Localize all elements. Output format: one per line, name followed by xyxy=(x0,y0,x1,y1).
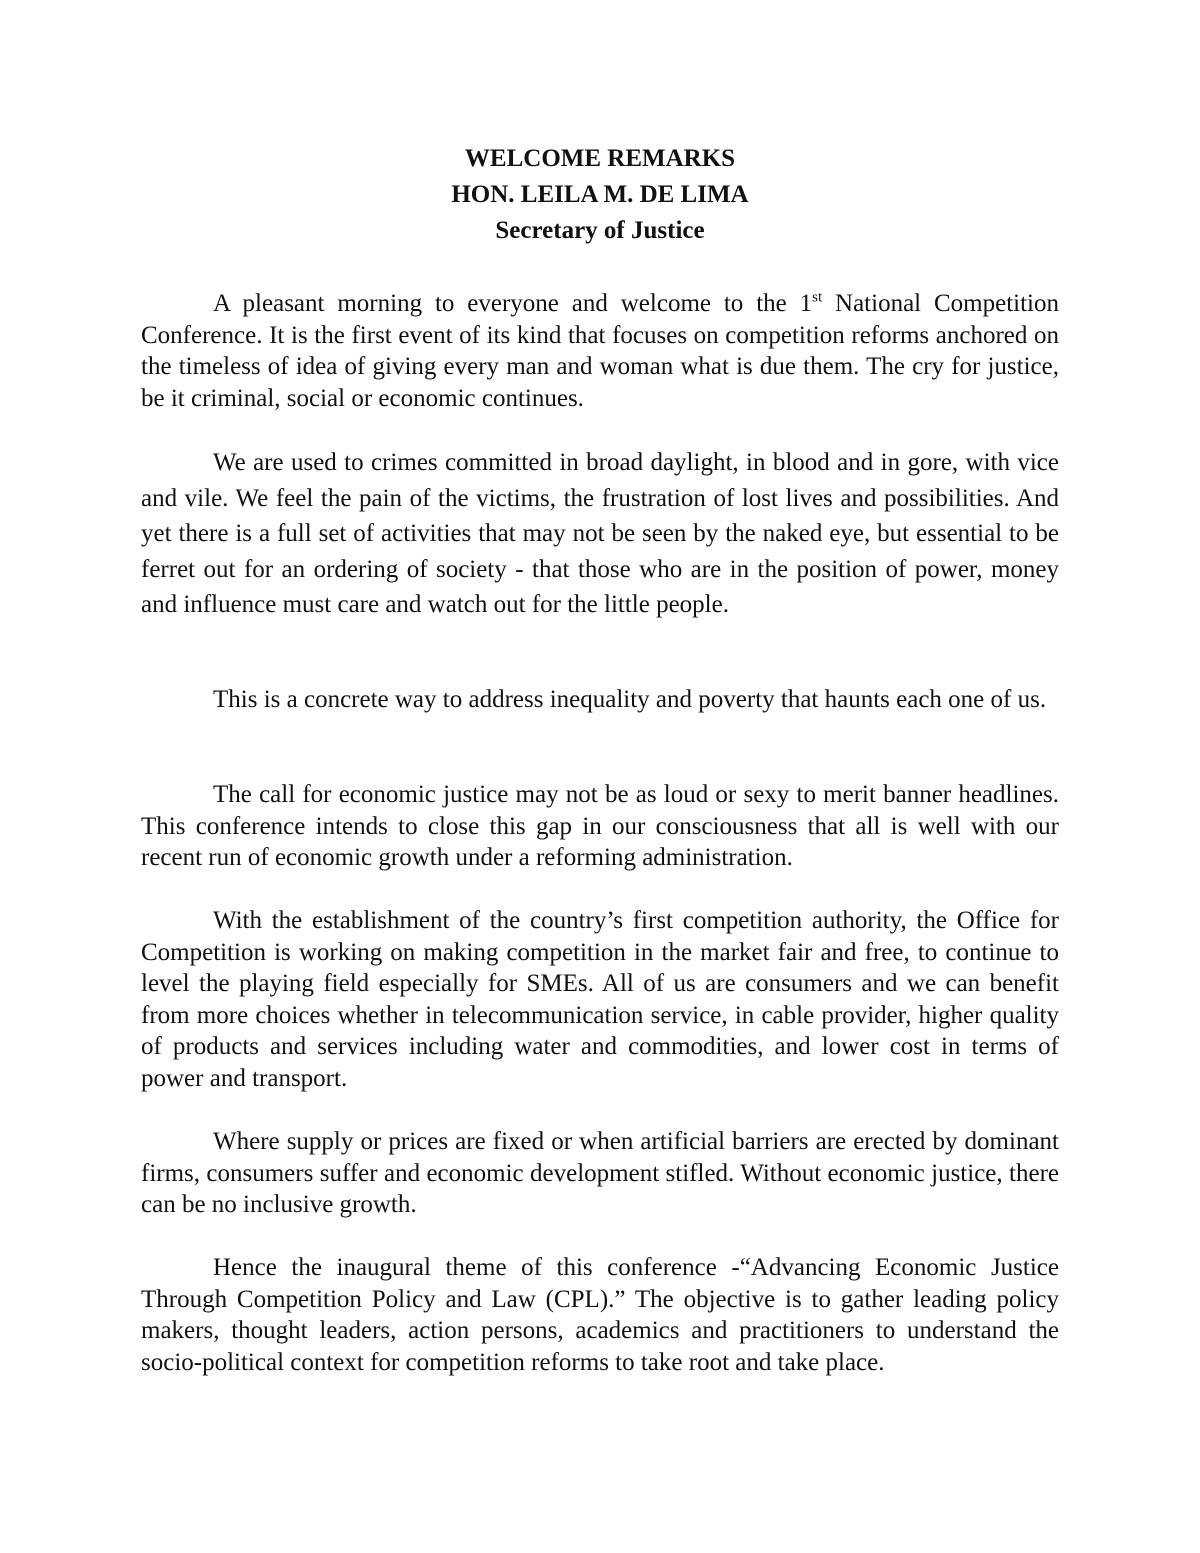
paragraph-economic-justice: The call for economic justice may not be as loud or sexy to merit banner headlines. This conference intends to close this gap in our consciousness that all is well with our recent run of economic growth under a reforming administration. xyxy=(141,781,1059,871)
paragraph-barriers: Where supply or prices are fixed or when artificial barriers are erected by dominant firms, consumers suffer and economic development stifled. Without economic justice, there can be no inclusive growth. xyxy=(141,1128,1059,1218)
speaker-name: HON. LEILA M. DE LIMA xyxy=(451,181,749,208)
document-header xyxy=(0,141,1200,249)
paragraph-opening: A pleasant morning to everyone and welcome to the 1st National Competition Conference. It is the first event of its kind that focuses on competition reforms anchored on the timeless of idea of giving every man and woman what is due them. The cry for justice, be it criminal, social or economic continues. xyxy=(141,289,1059,412)
paragraph-competition-authority: With the establishment of the country’s first competition authority, the Office for Competition is working on making competition in the market fair and free, to continue to level the playing field especially for SMEs. All of us are consumers and we can benefit from more choices whether in telecommunication service, in cable provider, higher quality of products and services including water and commodities, and lower cost in terms of power and transport. xyxy=(141,907,1059,1092)
paragraph-conference-theme: Hence the inaugural theme of this conference -“Advancing Economic Justice Through Competition Policy and Law (CPL).” The objective is to gather leading policy makers, thought leaders, action persons, academics and practitioners to understand the socio-political context for competition reforms to take root and take place. xyxy=(141,1254,1059,1376)
document-title: WELCOME REMARKS xyxy=(464,145,736,172)
speaker-position: Secretary of Justice xyxy=(495,217,705,244)
paragraph-inequality: This is a concrete way to address inequality and poverty that haunts each one of us. xyxy=(213,686,1047,713)
paragraph-crimes: We are used to crimes committed in broad daylight, in blood and in gore, with vice and vile. We feel the pain of the victims, the frustration of lost lives and possibilities. And yet there is a full set of activities that may not be seen by the naked eye, but essential to be ferret out for an ordering of society - that those who are in the position of power, money and influence must care and watch out for the little people. xyxy=(141,449,1059,618)
